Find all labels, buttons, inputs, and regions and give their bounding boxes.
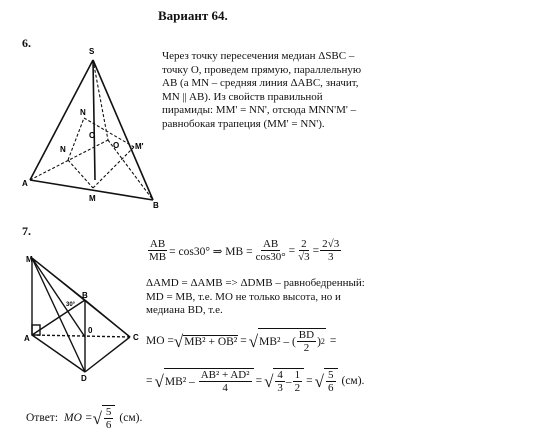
edge-sc [93, 60, 108, 140]
answer: Ответ: MO = √ $\frac{5}{6}$ (см). [26, 406, 143, 431]
label-m: M [89, 194, 96, 203]
label-s: S [89, 47, 95, 56]
equation-2: MO = √ MB² + OB² = √ MB² – ( $\frac{BD}{2}$ ) 2 = [146, 329, 337, 354]
label-m7: M [26, 255, 33, 264]
label-n1: N [80, 108, 86, 117]
label-m1: M' [135, 142, 144, 151]
label-b: B [153, 201, 159, 210]
height [93, 60, 95, 180]
label-a7: A [24, 334, 30, 343]
label-a: A [22, 179, 28, 188]
segment-mm1 [93, 147, 134, 188]
problem-7-number: 7. [22, 224, 31, 238]
label-n: N [60, 145, 66, 154]
page-title: Вариант 64. [158, 8, 228, 23]
label-b7: B [82, 291, 88, 300]
equation-3: = √ MB² – $\frac{\text{AB² + AD²}}{4}$ = √ $\frac{4}{3}$ – $\frac{1}{2}$ = √ $\frac{5}{6}$ (см). [146, 369, 365, 394]
problem-7-text: ΔAMD = ΔAMB => ΔDMB – равнобедренный: MD = MB, т.е. MO не только высота, но и медиана BD, т.е. [146, 277, 365, 317]
midline-mn [68, 160, 93, 188]
edge-cd7 [85, 337, 130, 372]
problem-6-number: 6. [22, 36, 31, 50]
label-o7: 0 [88, 326, 93, 335]
label-c7: C [133, 333, 139, 342]
problem-6-text: Через точку пересечения медиан ΔSBC – точку O, проведем прямую, параллельную AB (а MN – средняя линия ΔABC, значит, MN || AB). Из свойств правильной пирамиды: MM' = NN', отсюда MNN'M' – равнобокая трапеция (MM' = NN'). [162, 50, 362, 130]
label-c: C [89, 131, 95, 140]
diag-ac [32, 335, 130, 337]
edge-ac [30, 140, 108, 180]
label-o: O [113, 141, 120, 150]
label-angle: 30° [66, 302, 76, 308]
label-d7: D [81, 374, 87, 383]
equation-1: $\frac{AB}{MB}$ = cos30° ⇒ MB = $\frac{AB}{\cos 30^\circ}$ = $\frac{2}{√3}$ = $\frac{2√3}{3}$ [149, 238, 340, 263]
edge-md [32, 258, 85, 372]
